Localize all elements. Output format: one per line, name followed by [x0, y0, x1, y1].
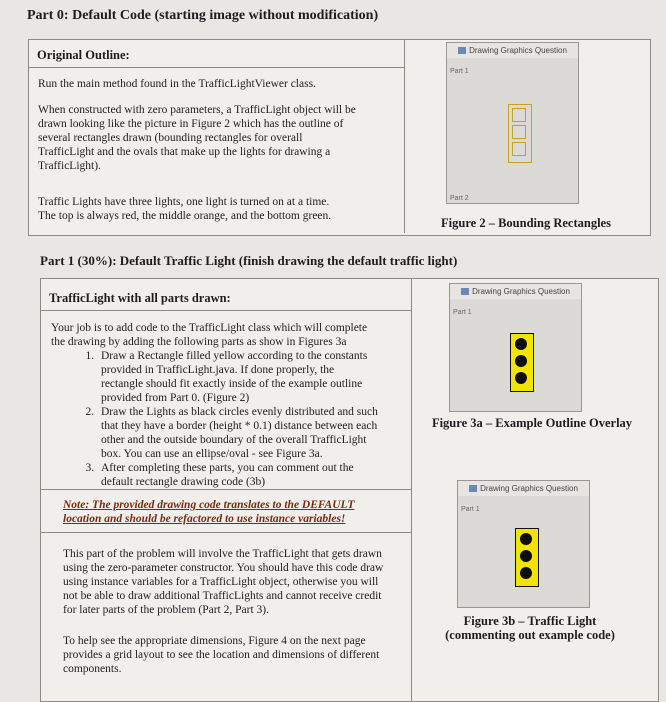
figure3a-window: Drawing Graphics Question Part 1	[449, 283, 582, 412]
part1-steps	[55, 349, 437, 489]
step-item: 2. Draw the Lights as black circles evenly distributed and such that they have a border (height * 0.1) distance between each other and the outside boundary of the overall TrafficLight box. You can use an ellipse/oval - see Figure 3a.	[97, 405, 437, 461]
app-window-icon	[458, 47, 466, 54]
part1-note: Note: The provided drawing code translates to the DEFAULT location and should be refactored to use instance variables!	[63, 499, 355, 525]
part1-intro: Your job is to add code to the TrafficLight class which will complete the drawing by adding the following parts as show in Figures 3a	[51, 322, 368, 348]
part1-para: This part of the problem will involve the TrafficLight that gets drawn using the zero-parameter constructor. You should have this code draw using instance variables for a TrafficLight object, otherwise you will not be able to draw additional TrafficLights and cannot receive credit for later parts of the problem (Part 2, Part 3).	[63, 548, 384, 616]
outline-para3: Traffic Lights have three lights, one light is turned on at a time. The top is always red, the middle orange, and the bottom green.	[38, 196, 332, 222]
figure3a-caption: Figure 3a – Example Outline Overlay	[431, 416, 633, 430]
traffic-light-circle	[515, 338, 527, 350]
figure3b-window: Drawing Graphics Question Part 1	[457, 480, 590, 608]
figure2-part1-label: Part 1	[450, 68, 469, 75]
traffic-light-circle	[520, 533, 532, 545]
traffic-light-circle	[515, 372, 527, 384]
light-bounding-rect	[512, 108, 526, 122]
outline-para1: Run the main method found in the TrafficLightViewer class.	[38, 78, 316, 90]
step-item: 3. After completing these parts, you can comment out the default rectangle drawing code (3b)	[97, 461, 437, 489]
light-bounding-rect	[512, 125, 526, 139]
step-item: 1. Draw a Rectangle filled yellow according to the constants provided in TrafficLight.java. If done properly, the rectangle should fit exactly inside of the example outline provided from Part 0. (Figure 2)	[97, 349, 437, 405]
figure3b-caption: Figure 3b – Traffic Light (commenting out example code)	[445, 614, 615, 642]
traffic-light-circle	[520, 567, 532, 579]
figure2-caption: Figure 2 – Bounding Rectangles	[441, 216, 611, 230]
outline-para2: When constructed with zero parameters, a TrafficLight object will be drawn looking like the picture in Figure 2 which has the outline of several rectangles drawn (bounding rectangles for overall TrafficLight and the ovals that make up the lights for drawing a TrafficLight).	[38, 104, 356, 172]
traffic-light-circle	[515, 355, 527, 367]
figure2-part2-label: Part 2	[450, 195, 469, 202]
figure2-window: Drawing Graphics Question Part 1 Part 2	[446, 42, 579, 204]
figure3b-part-label: Part 1	[461, 506, 480, 513]
app-window-icon	[469, 485, 477, 492]
part1-help: To help see the appropriate dimensions, Figure 4 on the next page provides a grid layout to see the location and dimensions of different components.	[63, 635, 380, 675]
part1-box-title: TrafficLight with all parts drawn:	[49, 291, 231, 305]
light-bounding-rect	[512, 142, 526, 156]
part0-heading: Part 0: Default Code (starting image without modification)	[27, 8, 379, 23]
outline-title: Original Outline:	[37, 48, 130, 62]
app-window-icon	[461, 288, 469, 295]
part1-heading: Part 1 (30%): Default Traffic Light (finish drawing the default traffic light)	[40, 253, 458, 268]
traffic-light-circle	[520, 550, 532, 562]
figure3a-part-label: Part 1	[453, 309, 472, 316]
